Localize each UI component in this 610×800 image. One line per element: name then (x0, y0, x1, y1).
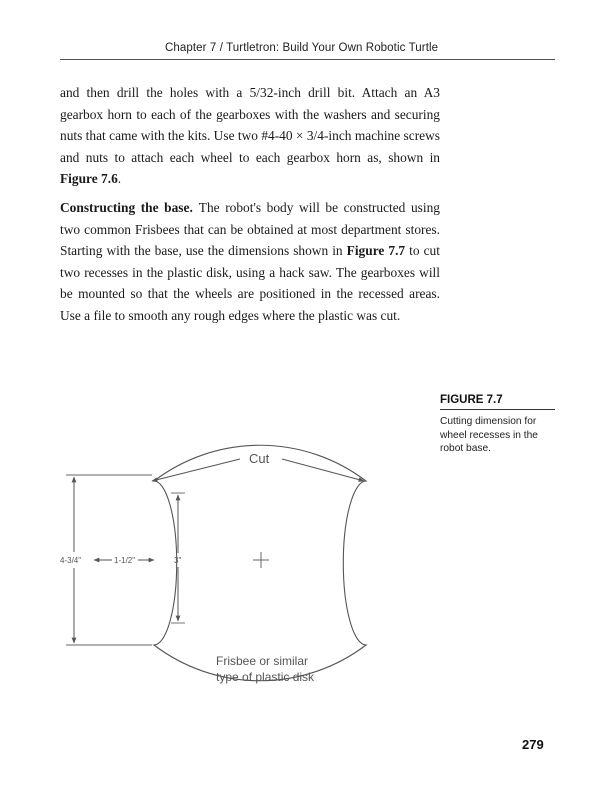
cut-arrow-right (282, 459, 364, 481)
paragraph-base-text-a: The robot's body will be constructed using two common Frisbees that can be obtained at most department stores. Starting with the base, use the dimensions shown in (60, 200, 440, 258)
running-head: Chapter 7 / Turtletron: Build Your Own Robotic Turtle (165, 42, 439, 54)
paragraph-drilling-text-b: . (117, 171, 122, 186)
figure-caption: Cutting dimension for wheel recesses in the robot base. (440, 416, 538, 454)
run-in-heading: Constructing the base. (60, 200, 193, 215)
page-number: 279 (522, 737, 544, 752)
dim-overall-label: 4-3/4" (60, 556, 82, 565)
cut-label: Cut (249, 451, 270, 466)
paragraph-base-text-b: to cut two recesses in the plastic disk, using a hack saw. The gearboxes will be mounted so that the wheels are positioned in the recessed areas. Use a file to smooth any rough edges where the plastic was cut. (60, 243, 440, 323)
disk-label-line1: Frisbee or similar (216, 654, 309, 668)
disk-label-line2: type of plastic disk (216, 670, 315, 684)
figure-7-6-reference: Figure 7.6 (60, 171, 118, 186)
figure-7-7-reference: Figure 7.7 (346, 243, 406, 258)
cut-arrow-left (152, 459, 240, 481)
dim-depth-label: 1-1/2" (114, 556, 136, 565)
paragraph-drilling-text-a: and then drill the holes with a 5/32-inch drill bit. Attach an A3 gearbox horn to each of the gearboxes with the washers and securing nuts that came with the kits. Use two #4-40 × 3/4-inch machine screws and nuts to attach each wheel to each gearbox horn as, shown in (60, 85, 440, 165)
disk-outline (154, 445, 366, 681)
dim-inner-label: 3" (174, 556, 182, 565)
figure-label: FIGURE 7.7 (440, 394, 503, 406)
